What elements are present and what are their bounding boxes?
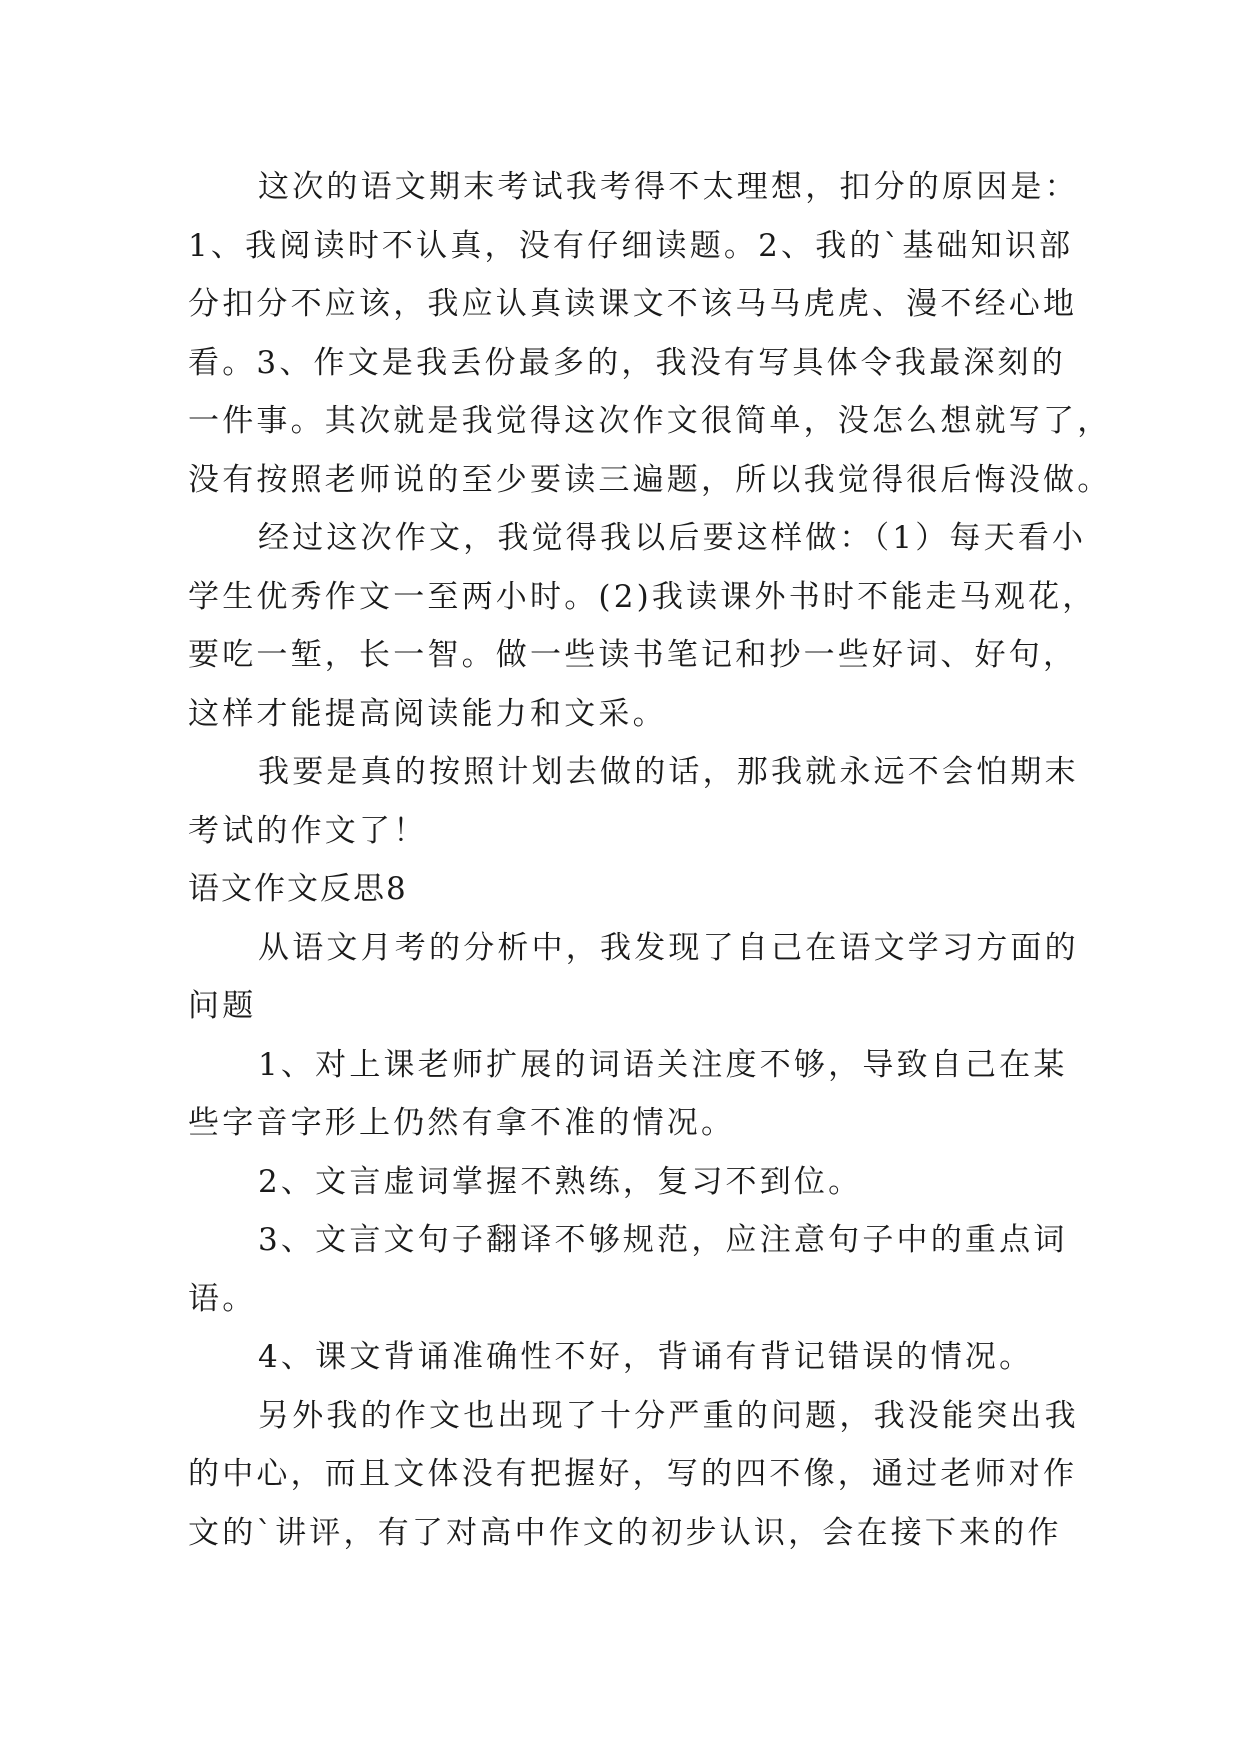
document-body bbox=[188, 158, 1112, 1562]
text-line: 1、我阅读时不认真，没有仔细读题。2、我的`基础知识部 bbox=[188, 227, 1074, 264]
text-line: 分扣分不应该，我应认真读课文不该马马虎虎、漫不经心地 bbox=[188, 286, 1078, 322]
text-line: 看。3、作文是我丢份最多的，我没有写具体令我最深刻的 bbox=[188, 344, 1066, 381]
text-line: 学生优秀作文一至两小时。(2)我读课外书时不能走马观花， bbox=[188, 578, 1097, 615]
text-line: 的中心，而且文体没有把握好，写的四不像，通过老师对作 bbox=[188, 1456, 1078, 1492]
text-line: 经过这次作文，我觉得我以后要这样做：（1）每天看小 bbox=[258, 520, 1087, 556]
text-line: 1、对上课老师扩展的词语关注度不够，导致自己在某 bbox=[258, 1046, 1068, 1083]
text-line: 要吃一堑，长一智。做一些读书笔记和抄一些好词、好句， bbox=[188, 637, 1078, 673]
text-line: 3、文言文句子翻译不够规范，应注意句子中的重点词 bbox=[258, 1222, 1068, 1258]
text-line: 4、课文背诵准确性不好，背诵有背记错误的情况。 bbox=[258, 1339, 1034, 1375]
text-line: 一件事。其次就是我觉得这次作文很简单，没怎么想就写了， bbox=[188, 403, 1112, 439]
text-line: 这次的语文期末考试我考得不太理想，扣分的原因是： bbox=[258, 169, 1079, 205]
text-line: 这样才能提高阅读能力和文采。 bbox=[188, 695, 667, 732]
text-line: 考试的作文了！ bbox=[188, 812, 428, 849]
section-heading: 语文作文反思8 bbox=[188, 871, 408, 907]
text-line: 文的`讲评，有了对高中作文的初步认识，会在接下来的作 bbox=[188, 1514, 1062, 1551]
text-line: 问题 bbox=[188, 988, 257, 1024]
text-line: 从语文月考的分析中，我发现了自己在语文学习方面的 bbox=[258, 929, 1079, 966]
text-line: 另外我的作文也出现了十分严重的问题，我没能突出我 bbox=[258, 1397, 1079, 1434]
text-line: 2、文言虚词掌握不熟练，复习不到位。 bbox=[258, 1163, 863, 1200]
text-line: 没有按照老师说的至少要读三遍题，所以我觉得很后悔没做。 bbox=[188, 461, 1112, 498]
text-line: 语。 bbox=[188, 1280, 257, 1317]
text-line: 些字音字形上仍然有拿不准的情况。 bbox=[188, 1105, 736, 1141]
text-line: 我要是真的按照计划去做的话，那我就永远不会怕期末 bbox=[258, 754, 1079, 790]
